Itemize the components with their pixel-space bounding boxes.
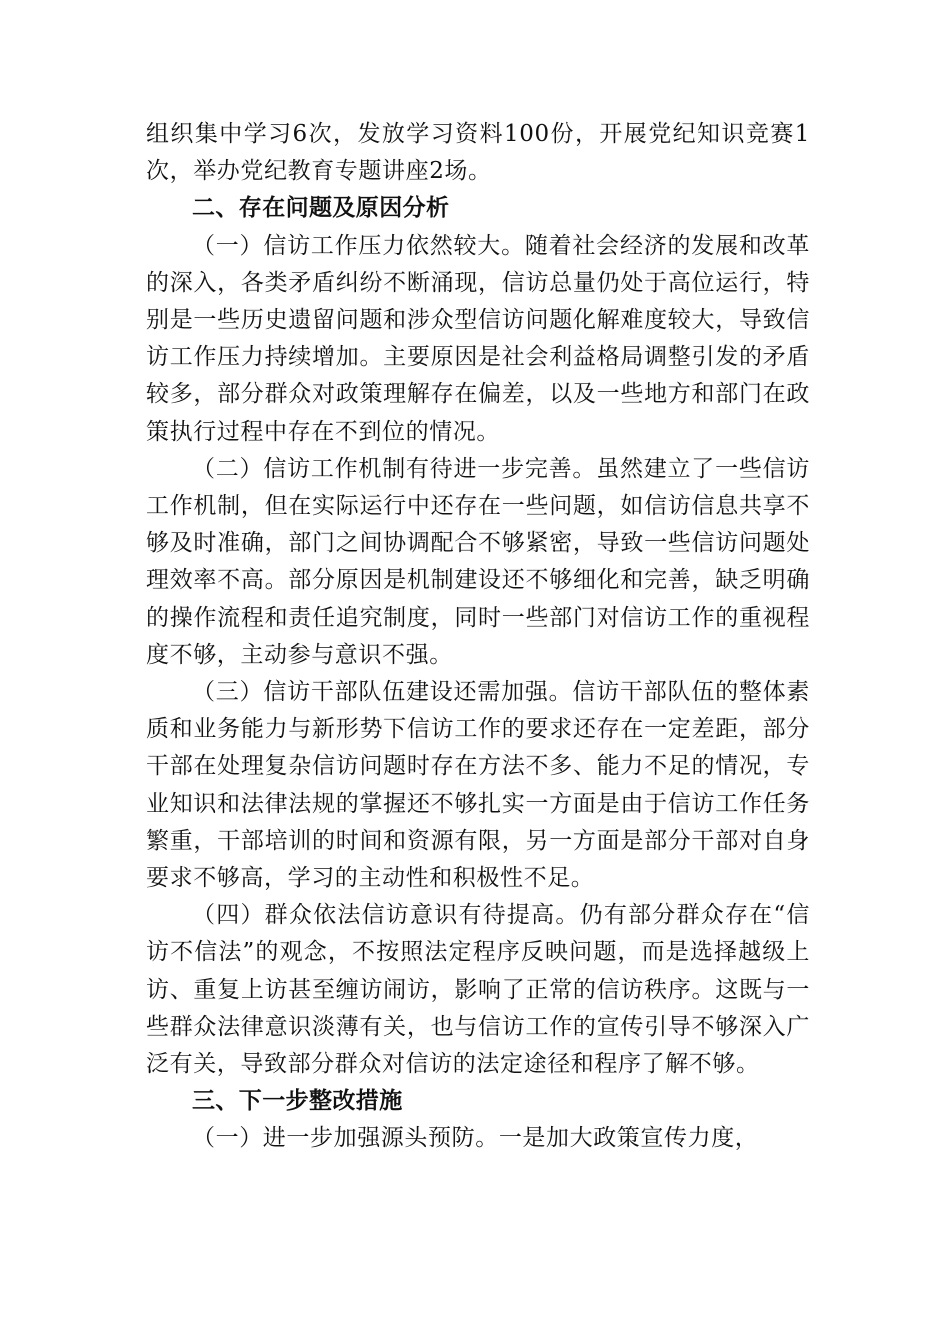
paragraph-lead-4: （四）群众依法信访意识有待提高。 [192,902,580,929]
paragraph-body-5: 一是加大政策宣传力度， [498,1125,759,1152]
paragraph-problem-4 [146,897,810,1083]
paragraph-lead-1: （一）信访工作压力依然较大。 [192,232,525,259]
paragraph-body-1: 随着社会经济的发展和改革的深入，各类矛盾纠纷不断涌现，信访总量仍处于高位运行，特别是一些历史遗留问题和涉众型信访问题化解难度较大，导致信访工作压力持续增加。主要原因是社会利益格局调整引发的矛盾较多，部分群众对政策理解存在偏差，以及一些地方和部门在政策执行过程中存在不到位的情况。 [146,232,810,445]
paragraph-study-summary: 组织集中学习6次，发放学习资料100份，开展党纪知识竞赛1次，举办党纪教育专题讲座2场。 [146,121,810,185]
paragraph-measure-1 [146,1120,810,1157]
paragraph-lead-5: （一）进一步加强源头预防。 [192,1125,499,1152]
section-heading-problems: 二、存在问题及原因分析 [192,195,450,222]
paragraph-body-2: 虽然建立了一些信访工作机制，但在实际运行中还存在一些问题，如信访信息共享不够及时准确，部门之间协调配合不够紧密，导致一些信访问题处理效率不高。部分原因是机制建设还不够细化和完善，缺乏明确的操作流程和责任追究制度，同时一些部门对信访工作的重视程度不够，主动参与意识不强。 [146,455,810,668]
paragraph-body-3: 信访干部队伍的整体素质和业务能力与新形势下信访工作的要求还存在一定差距，部分干部在处理复杂信访问题时存在方法不多、能力不足的情况，专业知识和法律法规的掌握还不够扎实一方面是由于信访工作任务繁重，干部培训的时间和资源有限，另一方面是部分干部对自身要求不够高，学习的主动性和积极性不足。 [146,679,811,892]
document-body [146,116,810,1158]
paragraph-body-4: 仍有部分群众存在“信访不信法”的观念，不按照法定程序反映问题，而是选择越级上访、重复上访甚至缠访闹访，影响了正常的信访秩序。这既与一些群众法律意识淡薄有关，也与信访工作的宣传引导不够深入广泛有关，导致部分群众对信访的法定途径和程序了解不够。 [146,902,810,1078]
paragraph-problem-2 [146,451,810,674]
paragraph-problem-3 [146,674,810,897]
paragraph-lead-3: （三）信访干部队伍建设还需加强。 [192,679,573,706]
section-heading-measures: 三、下一步整改措施 [192,1088,403,1115]
paragraph-lead-2: （二）信访工作机制有待进一步完善。 [192,455,597,482]
paragraph-problem-1 [146,228,810,451]
